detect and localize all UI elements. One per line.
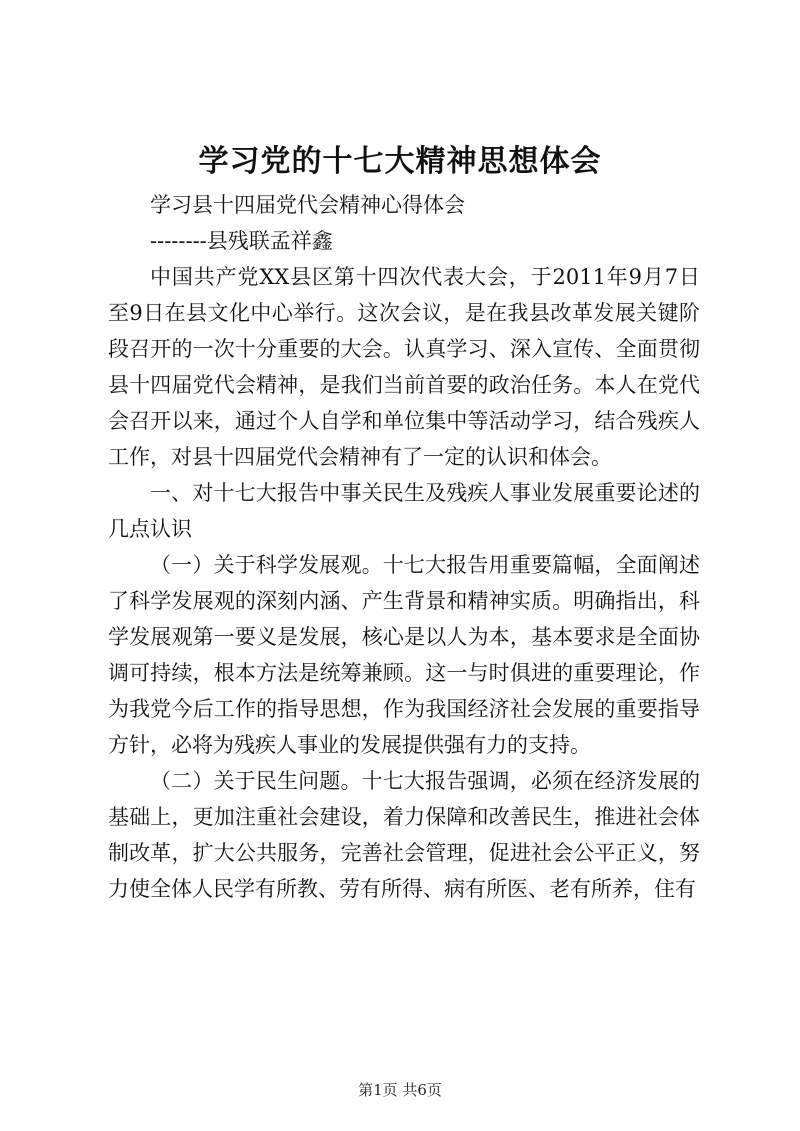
document-body — [108, 187, 700, 907]
author-line: --------县残联孟祥鑫 — [150, 229, 333, 253]
section-heading: 一、对十七大报告中事关民生及残疾人事业发展重要论述的几点认识 — [108, 481, 700, 541]
paragraph: 中国共产党XX县区第十四次代表大会，于2011年9月7日至9日在县文化中心举行。这次会议，是在我县改革发展关键阶段召开的一次十分重要的大会。认真学习、深入宣传、全面贯彻县十四届党代会精神，是我们当前首要的政治任务。本人在党代会召开以来，通过个人自学和单位集中等活动学习，结合残疾人工作，对县十四届党代会精神有了一定的认识和体会。 — [108, 265, 700, 469]
subtitle: 学习县十四届党代会精神心得体会 — [150, 193, 465, 217]
page-footer: 第1页 共6页 — [358, 1081, 442, 1099]
paragraph: （一）关于科学发展观。十七大报告用重要篇幅，全面阐述了科学发展观的深刻内涵、产生背景和精神实质。明确指出，科学发展观第一要义是发展，核心是以人为本，基本要求是全面协调可持续，根本方法是统筹兼顾。这一与时俱进的重要理论，作为我党今后工作的指导思想，作为我国经济社会发展的重要指导方针，必将为残疾人事业的发展提供强有力的支持。 — [108, 553, 700, 757]
document-title: 学习党的十七大精神思想体会 — [198, 144, 602, 179]
paragraph: （二）关于民生问题。十七大报告强调，必须在经济发展的基础上，更加注重社会建设，着力保障和改善民生，推进社会体制改革，扩大公共服务，完善社会管理，促进社会公平正义，努力使全体人民学有所教、劳有所得、病有所医、老有所养，住有 — [108, 769, 700, 901]
